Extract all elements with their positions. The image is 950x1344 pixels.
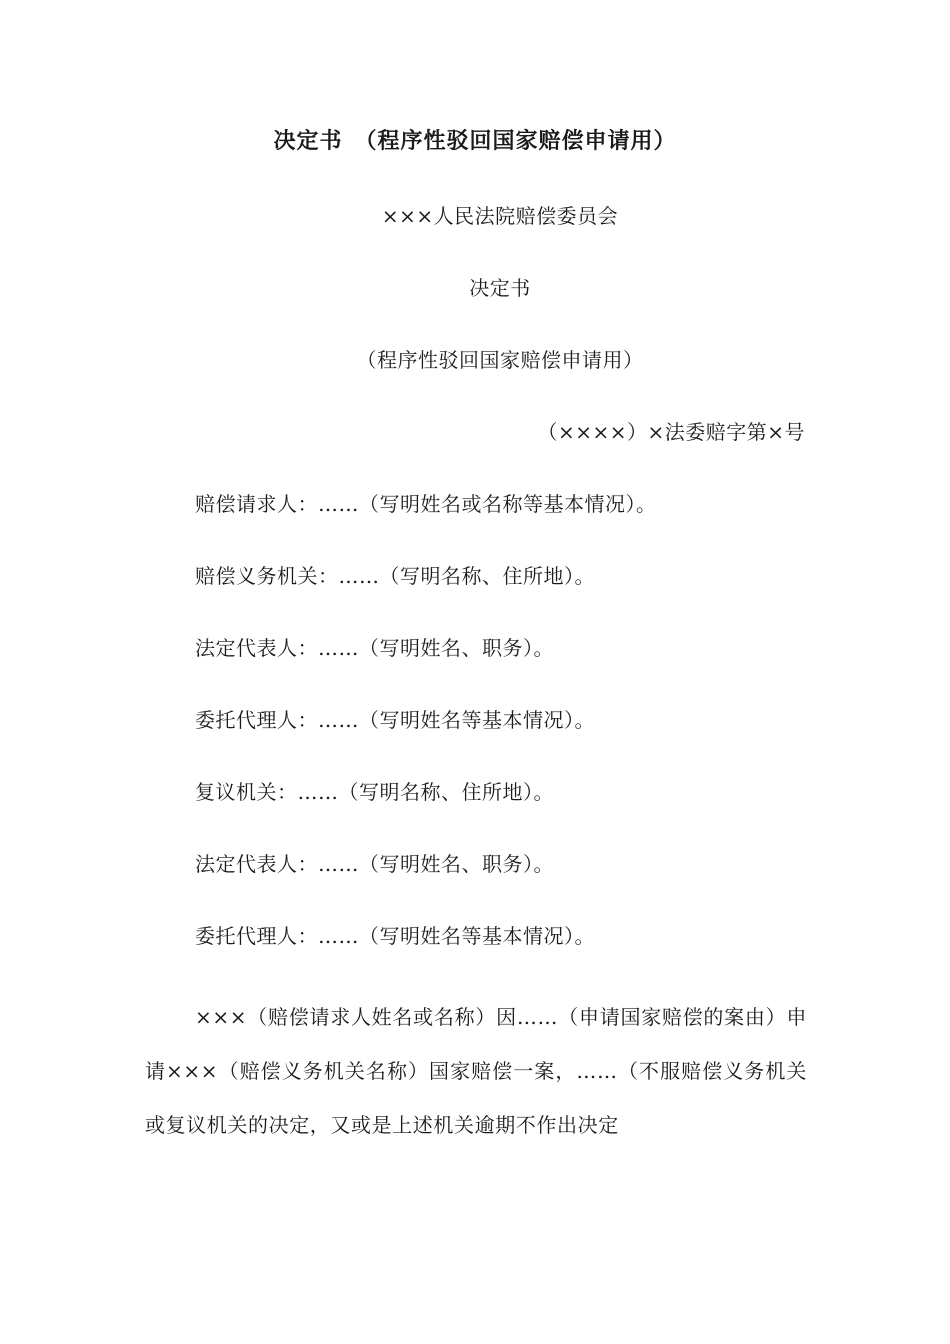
party-line: 法定代表人：……（写明姓名、职务）。: [195, 636, 554, 660]
case-number: （××××）×法委赔字第×号: [537, 420, 805, 444]
party-line: 法定代表人：……（写明姓名、职务）。: [195, 852, 554, 876]
document-subtitle: （程序性驳回国家赔偿申请用）: [356, 348, 644, 372]
party-line: 委托代理人：……（写明姓名等基本情况）。: [195, 924, 595, 948]
party-line: 委托代理人：……（写明姓名等基本情况）。: [195, 708, 595, 732]
party-line: 赔偿请求人：……（写明姓名或名称等基本情况）。: [195, 492, 657, 516]
body-paragraph: ×××（赔偿请求人姓名或名称）因……（申请国家赔偿的案由）申请×××（赔偿义务机关名称）国家赔偿一案，……（不服赔偿义务机关或复议机关的决定，又或是上述机关逾期不作出决定: [145, 1005, 807, 1137]
party-line: 赔偿义务机关：……（写明名称、住所地）。: [195, 564, 595, 588]
court-name: ×××人民法院赔偿委员会: [381, 204, 619, 228]
party-line: 复议机关：……（写明名称、住所地）。: [195, 780, 554, 804]
document-title: 决定书 （程序性驳回国家赔偿申请用）: [273, 128, 677, 154]
document-type: 决定书: [469, 276, 531, 300]
